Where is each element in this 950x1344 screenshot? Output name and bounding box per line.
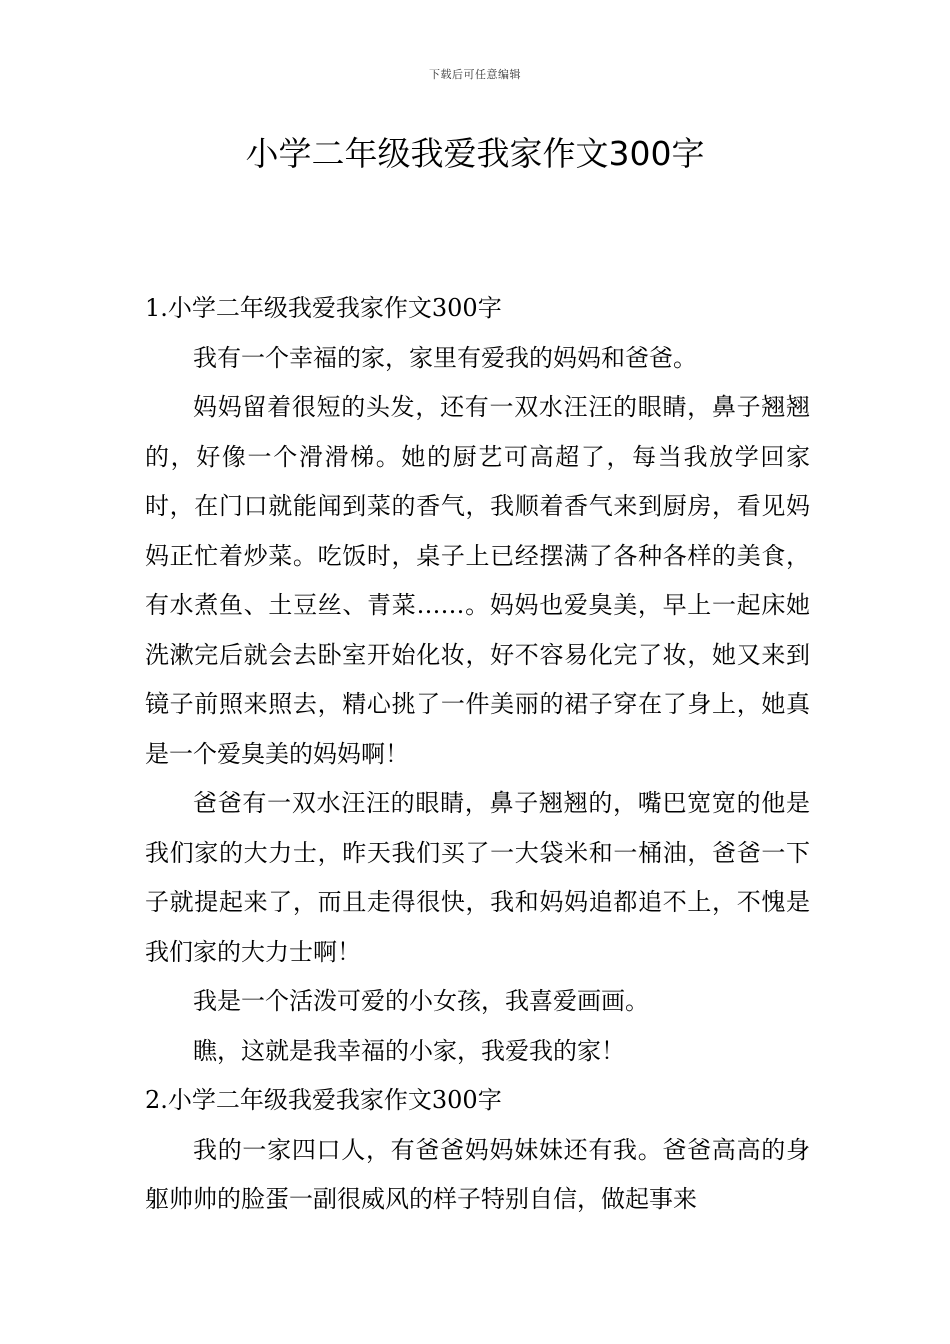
paragraph: 瞧，这就是我幸福的小家，我爱我的家！	[193, 1036, 625, 1065]
document-title: 小学二年级我爱我家作文300字	[245, 134, 705, 173]
paragraph: 我是一个活泼可爱的小女孩，我喜爱画画。	[193, 987, 649, 1015]
header-note: 下载后可任意编辑	[429, 68, 521, 81]
paragraph: 我的一家四口人，有爸爸妈妈妹妹还有我。爸爸高高的身躯帅帅的脸蛋一副很威风的样子特别自信，做起事来	[145, 1135, 810, 1213]
paragraph: 妈妈留着很短的头发，还有一双水汪汪的眼睛，鼻子翘翘的，好像一个滑滑梯。她的厨艺可高超了，每当我放学回家时，在门口就能闻到菜的香气，我顺着香气来到厨房，看见妈妈正忙着炒菜。吃饭时，桌子上已经摆满了各种各样的美食，有水煮鱼、土豆丝、青菜……。妈妈也爱臭美，早上一起床她洗漱完后就会去卧室开始化妆，好不容易化完了妆，她又来到镜子前照来照去，精心挑了一件美丽的裙子穿在了身上，她真是一个爱臭美的妈妈啊！	[145, 393, 810, 768]
paragraph: 我有一个幸福的家，家里有爱我的妈妈和爸爸。	[193, 343, 697, 372]
paragraph: 爸爸有一双水汪汪的眼睛，鼻子翘翘的，嘴巴宽宽的他是我们家的大力士，昨天我们买了一大袋米和一桶油，爸爸一下子就提起来了，而且走得很快，我和妈妈追都追不上，不愧是我们家的大力士啊！	[145, 789, 810, 966]
document-body	[145, 284, 810, 1225]
section-heading: 1.小学二年级我爱我家作文300字	[145, 294, 502, 322]
section-heading: 2.小学二年级我爱我家作文300字	[145, 1086, 502, 1114]
